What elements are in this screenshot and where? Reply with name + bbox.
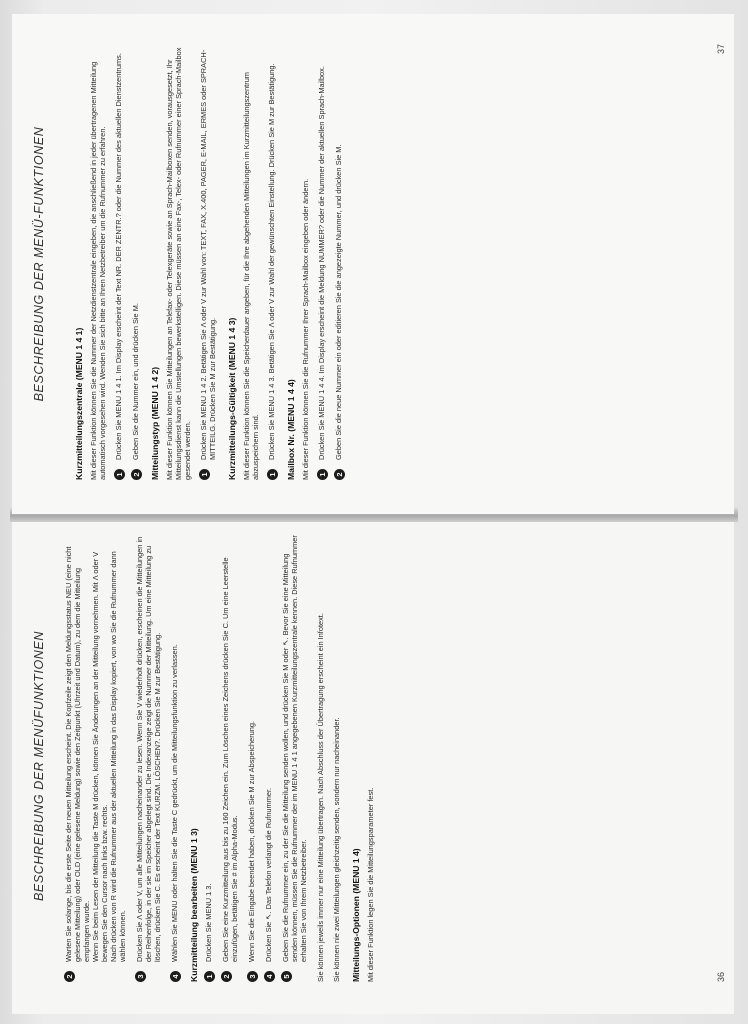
section-heading: Mitteilungs-Optionen (MENU 1 4) [351,848,361,982]
section-text: Mit dieser Funktion können Sie Mitteilungen an Telefax- oder Telexgeräte sowie an Sprach-Mailboxen senden, vorausgesetzt, Ihr Mitteilungsdienst kann die Umstellungen bewerkstelligen. Diese müssen an eine Fax-, Telex- oder Rufnummer einer Sprach-Mailbox gesendet werden. [165,47,192,480]
note: Sie können nie zwei Mitteilungen gleichzeitig senden, sondern nur nacheinander. [332,717,341,982]
step-text: Geben Sie eine Kurzmitteilung aus bis zu 160 Zeichen ein. Zum Löschen eines Zeichens drücken Sie C. Um eine Leerstelle einzufügen, betätigen Sie # im Alpha-Modus. [221,557,239,962]
step-text: Nach drücken von R wird die Rufnummer aus der aktuellen Mitteilung in das Display kopiert, von wo Sie die Rufnummer dann wählen können. [109,551,127,962]
step-1 [114,44,123,480]
section-text: Mit dieser Funktion können Sie die Nummer der Netzdienstzentrale eingeben, die anschließend in jeder übertragenen Mitteilung automatisch vorgesehen wird. Wenden Sie sich bitte an Ihren Netzbetreiber um die Rufnummer zu erfahren. [89,61,107,480]
step-number: 3 [247,971,258,982]
note: Sie können jeweils immer nur eine Mitteilung übertragen. Nach Abschluss der Übertragung erscheint ein Infotext. [316,613,325,982]
step-number: 1 [199,469,210,480]
section-heading: Kurzmitteilungszentrale (MENU 1 4 1) [74,327,84,480]
step-number: 1 [204,971,215,982]
page-number: 36 [716,971,726,982]
step-2 [334,44,343,480]
step-number: 2 [131,469,142,480]
section-heading: Kurzmitteilung bearbeiten (MENU 1 3) [189,828,199,982]
step-number: 4 [264,971,275,982]
step-5 [281,532,308,982]
step-number: 5 [281,971,292,982]
step-text: Geben Sie die Nummer ein, und drücken Sie M. [131,303,140,460]
step-number: 2 [334,469,345,480]
step-text: Drücken Sie MENU 1 4 2. Betätigen Sie Λ oder V zur Wahl von: TEXT, FAX, X.400, PAGER, E-MAIL, ERMES oder SPRACH-MITTEILG. Drücken Sie M zur Bestätigung. [199,49,217,460]
step-4 [170,532,179,982]
step-1 [317,44,326,480]
section-heading: Mitteilungstyp (MENU 1 4 2) [150,366,160,480]
section-text: Mit dieser Funktion legen Sie die Mitteilungsparameter fest. [366,787,375,982]
step-1 [199,44,217,480]
step-number: 4 [170,971,181,982]
step-text: Drücken Sie ↖. Das Telefon verlangt die Rufnummer. [264,787,273,962]
section-text: Mit dieser Funktion können Sie die Speicherdauer angeben, für die Ihre abgehenden Mitteilungen im Kurzmitteilungszentrum abzuspeichern sind. [242,72,260,480]
step-number: 1 [114,469,125,480]
section-heading: Kurzmitteilungs-Gültigkeit (MENU 1 4 3) [227,317,237,480]
step-text: Geben Sie die neue Nummer ein oder editieren Sie die angezeigte Nummer, und drücken Sie M. [334,144,343,460]
chapter-title: BESCHREIBUNG DER MENÜ-FUNKTIONEN [32,126,46,402]
section-text: Mit dieser Funktion können Sie die Rufnummer Ihrer Sprach-Mailbox eingeben oder ändern. [301,178,310,480]
step-1 [267,44,276,480]
step-text: Drücken Sie MENU 1 4 3. Betätigen Sie Λ oder V zur Wahl der gewünschten Einstellung. Drücken Sie M zur Bestätigung. [267,63,276,460]
section-heading: Mailbox Nr. (MENU 1 4 4) [286,379,296,480]
step-text: Drücken Sie Λ oder V, um alle Mitteilungen nacheinander zu lesen. Wenn Sie V wiederholt drücken, erscheinen die Mitteilungen in der Reihenfolge, in der sie im Speicher abgelegt sind. Die Indexanzeige zeigt die Nummer der Mitteilung. Um eine Mitteilung zu löschen, drücken Sie C. Es erscheint der Text KURZM. LÖSCHEN?. Drücken Sie M zur Bestätigung. [135,536,162,962]
step-number: 1 [317,469,328,480]
step-2 [131,44,140,480]
step-number: 2 [64,971,75,982]
page-36 [12,518,734,1014]
step-2 [221,532,239,982]
step-text: Drücken Sie MENU 1 3. [204,883,213,962]
step-text: Wenn Sie beim Lesen der Mitteilung die Taste M drücken, können Sie Änderungen an der Mitteilung vornehmen. Mit Λ oder V bewegen Sie den Cursor nach links bzw. rechts. [91,551,109,962]
step-2 [64,532,127,982]
step-number: 1 [267,469,278,480]
step-3 [135,532,162,982]
step-text: Drücken Sie MENU 1 4 1. Im Display erscheint der Text NR. DER ZENTR.? oder die Nummer des aktuellen Dienstzentrums. [114,53,123,460]
step-text: Geben Sie die Rufnummer ein, zu der Sie die Mitteilung senden wollen, und drücken Sie M oder ↖. Bevor Sie eine Mitteilung senden können, müssen Sie die Rufnummer der im MENU 1 4 1 angegebenen Kurzmitteilungszentrale kennen. Diese Rufnummer erhalten Sie von Ihrem Netzbetreiber. [281,535,308,962]
step-text: Wenn Sie die Eingabe beendet haben, drücken Sie M zur Abspeicherung. [247,720,256,962]
step-number: 2 [221,971,232,982]
step-number: 3 [135,971,146,982]
step-text: Warten Sie solange, bis die erste Seite der neuen Mitteilung erscheint. Die Kopfzeile zeigt den Meldungsstatus NEU (eine nicht gelesene Mitteilung) oder OLD (eine gelesene Meldung) sowie den Zeitpunkt (Uhrzeit und Datum), zu dem die Mitteilung empfangen wurde. [64,546,91,962]
step-4 [264,532,273,982]
step-text: Drücken Sie MENU 1 4 4. Im Display erscheint die Meldung NUMMER? oder die Nummer der aktuellen Sprach-Mailbox. [317,66,326,460]
chapter-title: BESCHREIBUNG DER MENÜFUNKTIONEN [32,631,46,902]
page-number: 37 [716,44,726,55]
page-37 [12,14,734,514]
step-text: Wählen Sie MENU oder halten Sie die Taste C gedrückt, um die Mitteilungsfunktion zu verlassen. [170,644,179,962]
step-1 [204,532,213,982]
step-3 [247,532,256,982]
